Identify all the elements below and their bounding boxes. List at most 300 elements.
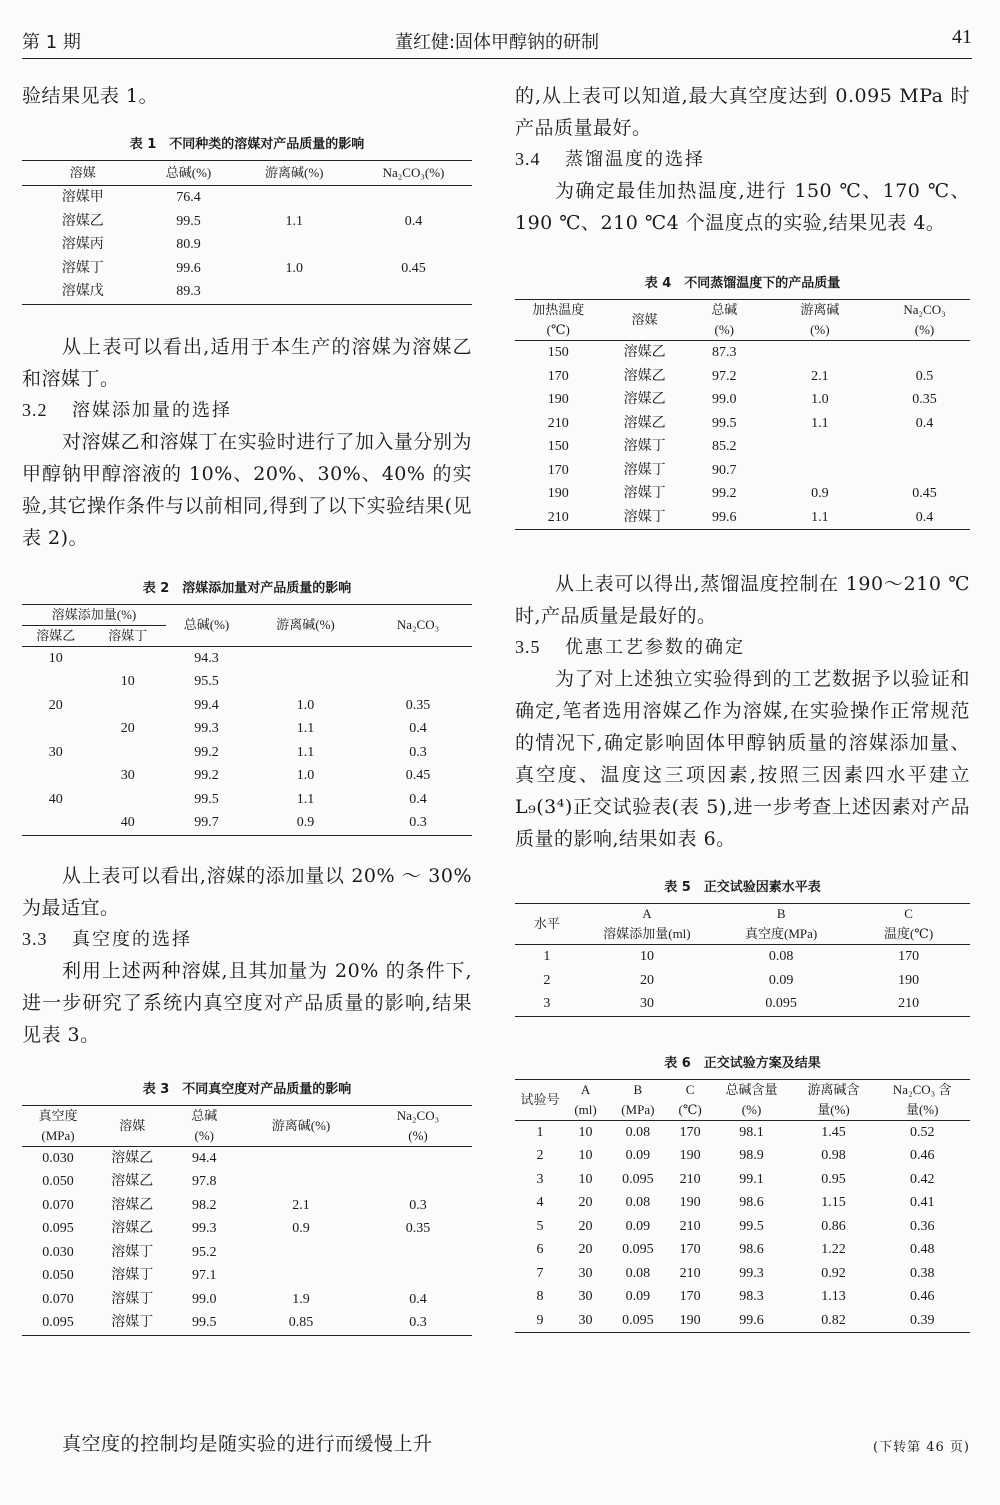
table-cell: 0.86 bbox=[821, 1218, 846, 1234]
table-cell bbox=[90, 646, 167, 670]
table-cell: 0.4 bbox=[409, 721, 427, 736]
table-cell: 10 bbox=[120, 674, 135, 689]
table-cell: 0.52 bbox=[909, 1124, 935, 1140]
table-cell: 0.41 bbox=[909, 1195, 935, 1210]
table-header: 溶媒 bbox=[94, 1105, 171, 1146]
table-cell: 0.050 bbox=[42, 1268, 74, 1283]
table-row bbox=[515, 1309, 970, 1333]
table-cell: 0.030 bbox=[42, 1150, 74, 1166]
table-cell: 7 bbox=[536, 1265, 544, 1281]
table-cell: 1.0 bbox=[285, 260, 303, 276]
table-row bbox=[515, 365, 970, 389]
table-row bbox=[515, 1168, 970, 1192]
table-row bbox=[22, 1288, 472, 1312]
table-header: (℃) bbox=[670, 1100, 711, 1121]
table-row bbox=[22, 1264, 472, 1288]
section-heading: 3.3 真空度的选择 bbox=[22, 928, 192, 950]
table-cell: 87.3 bbox=[712, 345, 737, 360]
table-cell: 0.95 bbox=[821, 1171, 846, 1187]
table-row bbox=[515, 459, 970, 483]
table-cell: 40 bbox=[48, 791, 63, 807]
table-row bbox=[22, 646, 472, 670]
table-cell: 30 bbox=[565, 1309, 606, 1333]
table-row bbox=[515, 1262, 970, 1286]
table-cell: 210 bbox=[847, 992, 970, 1016]
table-header: A bbox=[579, 904, 716, 925]
table-cell: 10 bbox=[48, 650, 63, 666]
table-cell: 溶媒丁 bbox=[111, 1291, 154, 1307]
table-row bbox=[515, 1144, 970, 1168]
table-cell: 90.7 bbox=[712, 462, 737, 478]
table-cell bbox=[364, 1264, 472, 1288]
table-header: 游离碱 bbox=[761, 300, 879, 321]
table-cell: 10 bbox=[578, 1148, 593, 1163]
table-header: (%) bbox=[688, 320, 761, 341]
table-cell bbox=[879, 435, 970, 459]
table-header: 量(%) bbox=[874, 1100, 970, 1121]
table-row bbox=[22, 280, 472, 304]
table-cell: 20 bbox=[578, 1218, 593, 1234]
table-cell: 0.4 bbox=[879, 506, 970, 530]
table-header: B bbox=[606, 1079, 670, 1100]
table-cell: 3 bbox=[515, 992, 579, 1016]
table-cell bbox=[879, 459, 970, 483]
table-cell: 0.98 bbox=[821, 1148, 846, 1163]
table-cell: 溶媒丙 bbox=[61, 237, 104, 252]
table-row bbox=[22, 788, 472, 812]
table-header: 溶媒添加量(%) bbox=[22, 604, 166, 625]
table-header: 溶媒添加量(ml) bbox=[579, 924, 716, 945]
table3-caption: 表 3 不同真空度对产品质量的影响 bbox=[142, 1081, 352, 1097]
table-cell: 190 bbox=[547, 392, 569, 407]
table-header: 游离碱含 bbox=[793, 1079, 875, 1100]
table-cell bbox=[761, 435, 879, 459]
table-cell: 0.45 bbox=[401, 260, 426, 276]
table-cell: 1.9 bbox=[292, 1291, 310, 1307]
table-cell: 0.050 bbox=[42, 1174, 74, 1189]
table-header: 量(%) bbox=[793, 1100, 875, 1121]
table-cell: 0.095 bbox=[22, 1311, 94, 1335]
table-cell bbox=[355, 233, 472, 257]
table-cell: 溶媒乙 bbox=[623, 345, 666, 360]
table-row bbox=[515, 435, 970, 459]
paragraph: 真空度的控制均是随实验的进行而缓慢上升 bbox=[62, 1433, 433, 1455]
table-row bbox=[515, 945, 970, 969]
paragraph: 验结果见表 1。 bbox=[22, 85, 159, 107]
table-header: 总碱 bbox=[688, 300, 761, 321]
table-cell bbox=[355, 280, 472, 304]
table-cell: 95.2 bbox=[192, 1244, 217, 1260]
table-cell: 99.5 bbox=[194, 791, 219, 807]
table-cell bbox=[22, 717, 90, 741]
table-header: (MPa) bbox=[606, 1100, 670, 1121]
table-cell bbox=[238, 1264, 364, 1288]
table-row bbox=[515, 1285, 970, 1309]
table-header: (ml) bbox=[565, 1100, 606, 1121]
table-header: 游离碱(%) bbox=[234, 161, 356, 186]
table-cell: 0.45 bbox=[405, 768, 431, 783]
table-cell: 97.2 bbox=[712, 368, 737, 384]
table-cell: 1.1 bbox=[811, 415, 829, 431]
table-cell: 4 bbox=[536, 1195, 544, 1210]
table-cell: 0.42 bbox=[909, 1171, 935, 1187]
table-cell: 98.2 bbox=[192, 1197, 217, 1213]
table-cell: 94.3 bbox=[194, 650, 219, 666]
table-cell: 1.0 bbox=[296, 697, 315, 713]
table-cell: 20 bbox=[578, 1242, 593, 1257]
table-header: (%) bbox=[711, 1100, 793, 1121]
table-header: 游离碱(%) bbox=[238, 1105, 364, 1146]
paragraph: 利用上述两种溶媒,且其加量为 20% 的条件下,进一步研究了系统内真空度对产品质量的影响,结果见表 3。 bbox=[22, 959, 472, 1046]
table-cell: 0.095 bbox=[622, 1242, 654, 1257]
table-cell: 0.09 bbox=[625, 1148, 651, 1163]
table-header: 溶媒丁 bbox=[90, 625, 167, 646]
table-cell: 99.6 bbox=[688, 506, 761, 530]
table-header: 真空度 bbox=[22, 1105, 94, 1126]
paragraph: 为了对上述独立实验得到的工艺数据予以验证和确定,笔者选用溶媒乙作为溶媒,在实验操作正常规范的情况下,确定影响固体甲醇钠质量的溶媒添加量、真空度、温度这三项因素,按照三因素四水平建立 L₉(3⁴)正交试验表(表 5),进一步考查上述因素对产品质量的影响,结果如表 6。 bbox=[515, 668, 970, 850]
table-row bbox=[22, 1194, 472, 1218]
table-cell: 0.4 bbox=[404, 213, 423, 229]
table-row bbox=[22, 764, 472, 788]
table-cell: 170 bbox=[547, 462, 569, 478]
table-cell: 0.070 bbox=[42, 1197, 74, 1213]
table-cell: 6 bbox=[536, 1242, 544, 1257]
table-header: (%) bbox=[761, 320, 879, 341]
table-cell bbox=[364, 646, 472, 670]
table-cell: 溶媒乙 bbox=[623, 392, 666, 407]
table-cell: 150 bbox=[547, 439, 569, 454]
table-cell: 98.6 bbox=[739, 1242, 764, 1257]
table-cell bbox=[22, 811, 90, 835]
table-cell bbox=[364, 1170, 472, 1194]
table-cell: 20 bbox=[120, 721, 135, 736]
table-cell: 99.5 bbox=[176, 213, 201, 229]
table-header: 总碱 bbox=[171, 1105, 239, 1126]
table-cell bbox=[761, 459, 879, 483]
paragraph: 的,从上表可以知道,最大真空度达到 0.095 MPa 时产品质量最好。 bbox=[515, 85, 970, 139]
paragraph: 对溶媒乙和溶媒丁在实验时进行了加入量分别为甲醇钠甲醇溶液的 10%、20%、30%、40% 的实验,其它操作条件与以前相同,得到了以下实验结果(见表 2)。 bbox=[22, 430, 472, 549]
table-cell bbox=[90, 741, 167, 765]
table-row bbox=[22, 694, 472, 718]
table-header: (MPa) bbox=[22, 1126, 94, 1147]
table-cell: 170 bbox=[679, 1289, 701, 1304]
table-cell: 76.4 bbox=[176, 190, 201, 205]
table-cell: 溶媒戊 bbox=[22, 280, 144, 304]
table-row bbox=[22, 1146, 472, 1170]
table-cell: 溶媒乙 bbox=[111, 1150, 154, 1166]
table-cell: 99.6 bbox=[176, 260, 201, 276]
table-cell: 溶媒乙 bbox=[623, 415, 666, 431]
table-row bbox=[22, 1170, 472, 1194]
table-cell: 210 bbox=[547, 415, 569, 431]
table-cell: 1.22 bbox=[821, 1242, 846, 1257]
table-cell: 0.46 bbox=[909, 1148, 935, 1163]
table-cell: 99.5 bbox=[171, 1311, 239, 1335]
table-cell: 20 bbox=[48, 697, 63, 713]
table-header: A bbox=[565, 1079, 606, 1100]
table-cell: 150 bbox=[547, 345, 569, 360]
table-cell: 0.3 bbox=[364, 1311, 472, 1335]
table-cell: 10 bbox=[578, 1171, 593, 1187]
table-cell: 170 bbox=[679, 1242, 701, 1257]
table-cell: 2 bbox=[536, 1148, 544, 1163]
table-cell: 0.4 bbox=[915, 415, 934, 431]
table-header: 水平 bbox=[515, 904, 579, 945]
table-cell: 0.3 bbox=[409, 744, 427, 760]
table-cell: 0.08 bbox=[625, 1265, 651, 1281]
table-cell: 210 bbox=[679, 1218, 701, 1234]
table-row bbox=[22, 670, 472, 694]
table-row bbox=[515, 1238, 970, 1262]
table-cell: 170 bbox=[679, 1124, 701, 1140]
table-cell: 0.9 bbox=[292, 1221, 310, 1236]
table-cell: 99.3 bbox=[194, 721, 219, 736]
table1 bbox=[22, 160, 472, 305]
table-header: Na₂CO₃(%) bbox=[355, 161, 472, 186]
table-header: 试验号 bbox=[515, 1079, 565, 1120]
table-cell: 190 bbox=[670, 1309, 711, 1333]
table-row bbox=[22, 233, 472, 257]
table-cell: 190 bbox=[898, 972, 920, 988]
table2-caption: 表 2 溶媒添加量对产品质量的影响 bbox=[142, 580, 352, 596]
table-cell bbox=[238, 1170, 364, 1194]
page-number: 41 bbox=[952, 26, 972, 48]
table-cell: 3 bbox=[536, 1171, 544, 1187]
table-cell: 97.8 bbox=[192, 1174, 217, 1189]
table-cell bbox=[879, 341, 970, 365]
table-header: 溶媒 bbox=[601, 300, 687, 341]
table-cell: 1 bbox=[543, 949, 551, 964]
table-header: C bbox=[670, 1079, 711, 1100]
table-cell bbox=[234, 233, 356, 257]
table-header: 总碱含量 bbox=[711, 1079, 793, 1100]
section-heading: 3.4 蒸馏温度的选择 bbox=[515, 149, 705, 170]
table-cell: 8 bbox=[536, 1289, 544, 1304]
table-row bbox=[22, 741, 472, 765]
table-cell: 97.1 bbox=[192, 1268, 217, 1283]
table-cell: 0.070 bbox=[42, 1291, 74, 1307]
table-cell bbox=[364, 1241, 472, 1265]
table-cell: 0.48 bbox=[909, 1242, 935, 1257]
table-cell: 210 bbox=[515, 506, 601, 530]
running-title: 董红健:固体甲醇钠的研制 bbox=[394, 32, 600, 53]
table-row bbox=[515, 341, 970, 365]
table-cell: 0.08 bbox=[768, 949, 794, 964]
table-cell: 溶媒乙 bbox=[111, 1174, 154, 1189]
table-row bbox=[515, 969, 970, 993]
table4 bbox=[515, 299, 970, 530]
table-cell: 0.92 bbox=[821, 1265, 846, 1281]
table-cell: 1.1 bbox=[296, 721, 315, 736]
table-cell: 99.2 bbox=[194, 768, 219, 783]
table-cell: 98.9 bbox=[739, 1148, 764, 1163]
table-row bbox=[515, 992, 970, 1016]
issue-number: 第 1 期 bbox=[22, 32, 81, 53]
table-cell bbox=[234, 186, 356, 210]
table-cell: 0.35 bbox=[405, 697, 431, 713]
table-cell bbox=[22, 764, 90, 788]
table-cell: 99.4 bbox=[194, 697, 219, 713]
table-cell: 99.3 bbox=[192, 1221, 217, 1236]
page-header bbox=[22, 26, 972, 59]
table-cell: 0.095 bbox=[715, 992, 847, 1016]
table-row bbox=[22, 1217, 472, 1241]
table-header: Na₂CO₃ 含 bbox=[874, 1079, 970, 1100]
table-header: 总碱(%) bbox=[166, 604, 247, 646]
table-header: B bbox=[715, 904, 847, 925]
table6 bbox=[515, 1079, 970, 1334]
table-cell: 0.08 bbox=[625, 1124, 651, 1140]
table-header: (%) bbox=[364, 1126, 472, 1147]
table-cell: 0.095 bbox=[606, 1309, 670, 1333]
table-cell: 95.5 bbox=[194, 674, 219, 689]
table-cell: 2.1 bbox=[811, 368, 829, 384]
table-row bbox=[22, 186, 472, 210]
table-cell bbox=[247, 646, 364, 670]
table-cell: 0.09 bbox=[625, 1218, 651, 1234]
table-row bbox=[515, 388, 970, 412]
continuation-note: (下转第 46 页) bbox=[873, 1440, 970, 1455]
table-cell bbox=[234, 280, 356, 304]
table-cell: 0.45 bbox=[912, 486, 937, 501]
table-cell: 170 bbox=[898, 949, 920, 964]
table-cell: 溶媒丁 bbox=[61, 260, 104, 276]
table-cell bbox=[364, 670, 472, 694]
table-header: (%) bbox=[171, 1126, 239, 1147]
table-cell: 0.08 bbox=[625, 1195, 651, 1210]
table-header: 温度(℃) bbox=[847, 924, 970, 945]
table-cell: 2 bbox=[543, 972, 551, 988]
table-cell: 溶媒丁 bbox=[623, 486, 666, 501]
table-cell: 0.095 bbox=[622, 1171, 654, 1187]
table-cell: 溶媒丁 bbox=[111, 1244, 154, 1260]
table-cell: 99.2 bbox=[194, 744, 219, 760]
table-cell: 0.35 bbox=[405, 1221, 431, 1236]
table4-caption: 表 4 不同蒸馏温度下的产品质量 bbox=[644, 276, 841, 291]
table-cell bbox=[761, 341, 879, 365]
table-cell: 99.3 bbox=[739, 1265, 764, 1281]
table-cell: 190 bbox=[679, 1195, 701, 1210]
table-row bbox=[515, 1120, 970, 1144]
table-cell: 0.3 bbox=[409, 1197, 427, 1213]
table-header: 溶媒 bbox=[22, 161, 144, 186]
table-cell: 0.35 bbox=[912, 392, 937, 407]
table-cell: 0.095 bbox=[42, 1221, 74, 1236]
table-row bbox=[22, 1311, 472, 1335]
table-cell: 98.1 bbox=[739, 1124, 764, 1140]
table-cell: 0.5 bbox=[915, 368, 934, 384]
table-cell: 99.6 bbox=[711, 1309, 793, 1333]
table-cell: 98.3 bbox=[739, 1289, 764, 1304]
table-cell: 190 bbox=[679, 1148, 701, 1163]
table-cell: 1.0 bbox=[811, 392, 829, 407]
table-cell: 210 bbox=[679, 1265, 701, 1281]
table-cell: 0.38 bbox=[909, 1265, 935, 1281]
table-cell: 99.5 bbox=[739, 1218, 764, 1234]
table-cell: 溶媒丁 bbox=[623, 439, 666, 454]
table-cell: 1.1 bbox=[296, 791, 315, 807]
paragraph: 从上表可以看出,溶媒的添加量以 20% ～ 30% 为最适宜。 bbox=[22, 864, 472, 919]
table-cell: 0.9 bbox=[247, 811, 364, 835]
table-cell bbox=[238, 1241, 364, 1265]
paragraph: 从上表可以看出,适用于本生产的溶媒为溶媒乙和溶媒丁。 bbox=[22, 335, 472, 390]
table-header: Na₂CO₃ bbox=[364, 604, 472, 646]
table-header: (%) bbox=[879, 320, 970, 341]
table-cell: 1.13 bbox=[821, 1289, 846, 1304]
table-cell: 99.2 bbox=[712, 486, 737, 501]
table3 bbox=[22, 1105, 472, 1336]
table-cell: 98.6 bbox=[739, 1195, 764, 1210]
table-cell: 溶媒乙 bbox=[111, 1197, 154, 1213]
section-heading: 3.5 优惠工艺参数的确定 bbox=[515, 637, 745, 658]
table-header: Na₂CO₃ bbox=[364, 1105, 472, 1126]
table-row bbox=[515, 412, 970, 436]
table-cell: 10 bbox=[639, 949, 654, 964]
table-cell: 99.0 bbox=[712, 392, 737, 407]
paragraph: 为确定最佳加热温度,进行 150 ℃、170 ℃、190 ℃、210 ℃4 个温度点的实验,结果见表 4。 bbox=[515, 180, 970, 234]
table-cell: 0.09 bbox=[625, 1289, 651, 1304]
table-cell: 99.7 bbox=[166, 811, 247, 835]
table-row bbox=[22, 210, 472, 234]
section-heading: 3.2 溶媒添加量的选择 bbox=[22, 399, 232, 421]
table-cell: 溶媒乙 bbox=[623, 368, 666, 384]
table-header: 溶媒乙 bbox=[22, 625, 90, 646]
table-cell: 0.82 bbox=[793, 1309, 875, 1333]
table-cell: 1.0 bbox=[296, 768, 315, 783]
table-cell: 94.4 bbox=[192, 1150, 217, 1166]
table-cell: 210 bbox=[679, 1171, 701, 1187]
table-header: 真空度(MPa) bbox=[715, 924, 847, 945]
table-row bbox=[22, 717, 472, 741]
table-row bbox=[515, 1215, 970, 1239]
table-cell: 40 bbox=[90, 811, 167, 835]
table5-caption: 表 5 正交试验因素水平表 bbox=[664, 880, 821, 895]
table-row bbox=[515, 506, 970, 530]
table-cell: 0.39 bbox=[874, 1309, 970, 1333]
table-cell: 溶媒乙 bbox=[111, 1221, 154, 1236]
table-row bbox=[22, 1241, 472, 1265]
table-cell: 9 bbox=[515, 1309, 565, 1333]
table-cell: 0.4 bbox=[409, 1291, 427, 1307]
table-cell: 85.2 bbox=[712, 439, 737, 454]
table-cell: 0.4 bbox=[409, 791, 427, 807]
table-cell: 5 bbox=[536, 1218, 544, 1234]
table-cell: 190 bbox=[547, 486, 569, 501]
table-cell: 99.5 bbox=[712, 415, 737, 431]
table-header: 总碱(%) bbox=[144, 161, 234, 186]
table-cell: 80.9 bbox=[176, 237, 201, 252]
table-cell: 0.9 bbox=[811, 486, 829, 501]
table2 bbox=[22, 604, 472, 836]
table-header: (℃) bbox=[515, 320, 601, 341]
table-cell: 1.1 bbox=[285, 213, 303, 229]
table-cell: 溶媒丁 bbox=[623, 462, 666, 478]
table-cell bbox=[22, 670, 90, 694]
table-cell: 0.030 bbox=[42, 1244, 74, 1260]
table-cell: 20 bbox=[639, 972, 654, 988]
table-row bbox=[22, 257, 472, 281]
table-cell: 溶媒乙 bbox=[61, 213, 104, 229]
table-cell: 1.1 bbox=[761, 506, 879, 530]
table-cell: 30 bbox=[48, 744, 63, 760]
table-cell: 0.3 bbox=[364, 811, 472, 835]
table-cell: 30 bbox=[120, 768, 135, 783]
table-cell: 10 bbox=[578, 1124, 593, 1140]
table-cell: 1.1 bbox=[296, 744, 315, 760]
table-header: Na₂CO₃ bbox=[879, 300, 970, 321]
table-cell: 溶媒甲 bbox=[61, 190, 104, 205]
table-cell: 20 bbox=[578, 1195, 593, 1210]
